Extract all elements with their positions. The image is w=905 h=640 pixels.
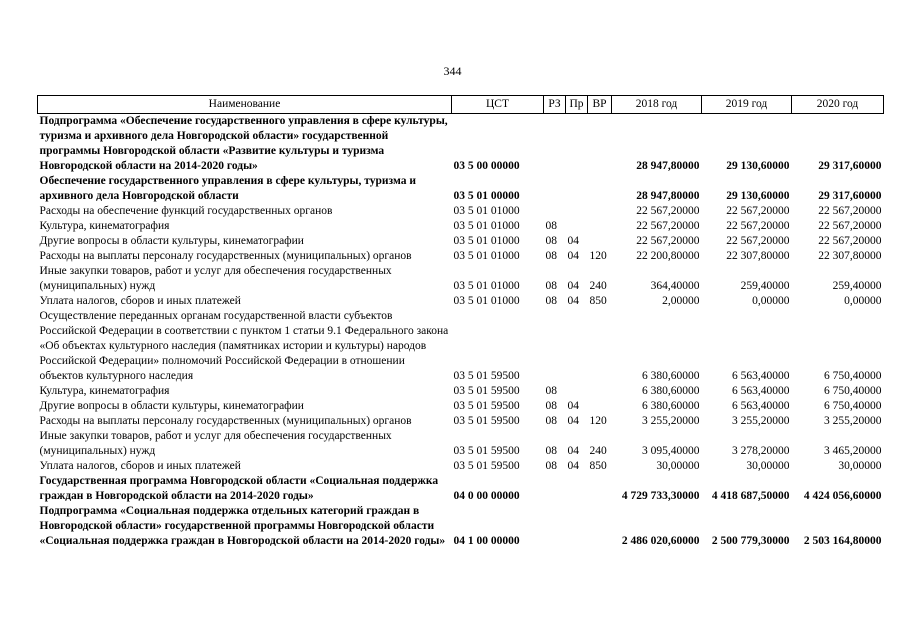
row-pr [566, 219, 588, 234]
row-pr [566, 474, 588, 504]
row-pr [566, 504, 588, 549]
row-rz: 08 [545, 400, 557, 412]
header-vr: ВР [588, 96, 612, 114]
row-cst: 03 5 01 59500 [453, 370, 520, 382]
row-2018: 3 255,20000 [642, 415, 700, 427]
row-2018: 364,40000 [650, 280, 700, 292]
row-pr [566, 204, 588, 219]
row-cst: 03 5 01 59500 [453, 445, 520, 457]
row-rz: 08 [545, 220, 557, 232]
table-row [38, 504, 884, 549]
row-2019: 22 567,20000 [726, 220, 790, 232]
row-2018: 22 567,20000 [636, 235, 700, 247]
row-2019: 6 563,40000 [732, 370, 790, 382]
row-name: Другие вопросы в области культуры, кинематографии [39, 400, 304, 412]
row-2020: 6 750,40000 [824, 400, 882, 412]
row-2019: 22 567,20000 [726, 235, 790, 247]
row-2020: 30,00000 [838, 460, 882, 472]
row-2020: 6 750,40000 [824, 385, 882, 397]
table-row [38, 459, 884, 474]
row-name: Уплата налогов, сборов и иных платежей [39, 460, 241, 472]
row-2019: 22 307,80000 [726, 250, 790, 262]
table-row [38, 429, 884, 459]
row-2019: 3 255,20000 [732, 415, 790, 427]
header-2020: 2020 год [792, 96, 884, 114]
row-pr [566, 174, 588, 204]
row-vr: 850 [589, 295, 607, 307]
row-rz: 08 [545, 385, 557, 397]
page-number: 344 [443, 64, 462, 78]
row-2018: 22 200,80000 [636, 250, 700, 262]
row-vr [588, 204, 612, 219]
row-name: Культура, кинематография [39, 220, 170, 232]
row-vr [588, 399, 612, 414]
row-name: Культура, кинематография [39, 385, 170, 397]
row-2020: 6 750,40000 [824, 370, 882, 382]
row-rz: 08 [545, 295, 557, 307]
table-row [38, 234, 884, 249]
table-row [38, 294, 884, 309]
row-2019: 22 567,20000 [726, 205, 790, 217]
row-rz: 08 [545, 415, 557, 427]
table-row [38, 414, 884, 429]
row-pr [566, 309, 588, 384]
row-cst: 03 5 00 00000 [453, 160, 520, 172]
row-vr [588, 504, 612, 549]
table-row [38, 114, 884, 175]
row-vr [588, 474, 612, 504]
row-2020: 3 465,20000 [824, 445, 882, 457]
row-rz: 08 [545, 235, 557, 247]
row-cst: 03 5 01 01000 [453, 235, 520, 247]
header-cst: ЦСТ [452, 96, 544, 114]
row-pr: 04 [567, 280, 579, 292]
table-row [38, 309, 884, 384]
row-2020: 0,00000 [844, 295, 882, 307]
row-name: Расходы на обеспечение функций государственных органов [39, 205, 333, 217]
row-pr: 04 [567, 460, 579, 472]
row-name: Иные закупки товаров, работ и услуг для обеспечения государственных (муниципальных) нужд [39, 265, 392, 292]
row-pr: 04 [567, 415, 579, 427]
row-2019: 6 563,40000 [732, 400, 790, 412]
row-name: Расходы на выплаты персоналу государственных (муниципальных) органов [39, 415, 412, 427]
row-cst: 03 5 01 01000 [453, 295, 520, 307]
row-pr: 04 [567, 445, 579, 457]
table-row [38, 399, 884, 414]
row-pr: 04 [567, 295, 579, 307]
row-pr: 04 [567, 400, 579, 412]
row-rz [544, 309, 566, 384]
row-2018: 2 486 020,60000 [621, 535, 700, 547]
table-header-row [38, 96, 884, 114]
table-row [38, 384, 884, 399]
table-row [38, 204, 884, 219]
header-rz: РЗ [544, 96, 566, 114]
row-rz [544, 474, 566, 504]
row-rz: 08 [545, 460, 557, 472]
table-row [38, 219, 884, 234]
row-2018: 3 095,40000 [642, 445, 700, 457]
row-2020: 22 307,80000 [818, 250, 882, 262]
row-2018: 30,00000 [656, 460, 700, 472]
row-rz [544, 174, 566, 204]
row-cst: 04 1 00 00000 [453, 535, 520, 547]
table-row [38, 174, 884, 204]
row-cst: 03 5 01 59500 [453, 400, 520, 412]
row-cst: 03 5 01 59500 [453, 460, 520, 472]
row-rz: 08 [545, 250, 557, 262]
row-2019: 29 130,60000 [726, 160, 790, 172]
row-pr: 04 [567, 250, 579, 262]
row-name: Расходы на выплаты персоналу государственных (муниципальных) органов [39, 250, 412, 262]
row-rz [544, 114, 566, 175]
row-name: Иные закупки товаров, работ и услуг для обеспечения государственных (муниципальных) нужд [39, 430, 392, 457]
budget-table [37, 95, 884, 549]
row-rz [544, 504, 566, 549]
table-row [38, 249, 884, 264]
row-name: Государственная программа Новгородской области «Социальная поддержка граждан в Новгородской области на 2014-2020 годы» [39, 475, 439, 502]
row-vr [588, 234, 612, 249]
row-2020: 22 567,20000 [818, 220, 882, 232]
row-2018: 6 380,60000 [642, 370, 700, 382]
header-2019: 2019 год [702, 96, 792, 114]
table-body [38, 114, 884, 550]
row-vr: 120 [589, 250, 607, 262]
row-2020: 3 255,20000 [824, 415, 882, 427]
row-2018: 28 947,80000 [636, 160, 700, 172]
row-2018: 4 729 733,30000 [621, 490, 700, 502]
row-vr [588, 174, 612, 204]
row-2020: 4 424 056,60000 [803, 490, 882, 502]
row-pr [566, 384, 588, 399]
row-2019: 30,00000 [746, 460, 790, 472]
row-vr [588, 114, 612, 175]
row-cst: 03 5 01 01000 [453, 280, 520, 292]
table-row [38, 264, 884, 294]
row-2020: 22 567,20000 [818, 205, 882, 217]
row-cst: 03 5 01 59500 [453, 385, 520, 397]
row-2020: 22 567,20000 [818, 235, 882, 247]
row-pr: 04 [567, 235, 579, 247]
row-2018: 28 947,80000 [636, 190, 700, 202]
row-rz: 08 [545, 280, 557, 292]
row-vr: 240 [589, 280, 607, 292]
row-name: Другие вопросы в области культуры, кинематографии [39, 235, 304, 247]
row-vr: 850 [589, 460, 607, 472]
row-2019: 6 563,40000 [732, 385, 790, 397]
row-cst: 03 5 01 00000 [453, 190, 520, 202]
row-rz [544, 204, 566, 219]
header-2018: 2018 год [612, 96, 702, 114]
row-2018: 22 567,20000 [636, 205, 700, 217]
row-vr: 240 [589, 445, 607, 457]
row-2019: 259,40000 [740, 280, 790, 292]
header-pr: Пр [566, 96, 588, 114]
row-2020: 2 503 164,80000 [803, 535, 882, 547]
row-2019: 0,00000 [752, 295, 790, 307]
row-name: Подпрограмма «Социальная поддержка отдельных категорий граждан в Новгородской области» государственной программы Новгородской области «Социальная поддержка граждан в Новгородской области на 2014-2020 годы» [39, 505, 446, 547]
table-row [38, 474, 884, 504]
row-vr [588, 219, 612, 234]
row-name: Подпрограмма «Обеспечение государственного управления в сфере культуры, туризма и архивного дела Новгородской области» государственной программы Новгородской области «Развитие культуры и туризма Новгородской области на 2014-2020 годы» [39, 115, 448, 172]
row-cst: 03 5 01 59500 [453, 415, 520, 427]
row-vr [588, 384, 612, 399]
header-name: Наименование [38, 96, 452, 114]
row-2018: 2,00000 [662, 295, 700, 307]
row-vr: 120 [589, 415, 607, 427]
row-cst: 03 5 01 01000 [453, 205, 520, 217]
row-2019: 29 130,60000 [726, 190, 790, 202]
row-name: Обеспечение государственного управления в сфере культуры, туризма и архивного дела Новгородской области [39, 175, 417, 202]
row-2020: 259,40000 [832, 280, 882, 292]
row-pr [566, 114, 588, 175]
row-cst: 03 5 01 01000 [453, 250, 520, 262]
row-2018: 6 380,60000 [642, 385, 700, 397]
row-2020: 29 317,60000 [818, 190, 882, 202]
row-rz: 08 [545, 445, 557, 457]
row-2020: 29 317,60000 [818, 160, 882, 172]
row-cst: 04 0 00 00000 [453, 490, 520, 502]
row-2019: 3 278,20000 [732, 445, 790, 457]
row-cst: 03 5 01 01000 [453, 220, 520, 232]
row-name: Уплата налогов, сборов и иных платежей [39, 295, 241, 307]
row-2018: 6 380,60000 [642, 400, 700, 412]
row-2019: 2 500 779,30000 [711, 535, 790, 547]
row-vr [588, 309, 612, 384]
row-name: Осуществление переданных органам государственной власти субъектов Российской Федерации в соответствии с пунктом 1 статьи 9.1 Федерального закона «Об объектах культурного наследия (памятниках истории и культуры) народов Российской Федерации» полномочий Российской Федерации в отношении объектов культурного наследия [39, 310, 449, 382]
row-2018: 22 567,20000 [636, 220, 700, 232]
row-2019: 4 418 687,50000 [711, 490, 790, 502]
